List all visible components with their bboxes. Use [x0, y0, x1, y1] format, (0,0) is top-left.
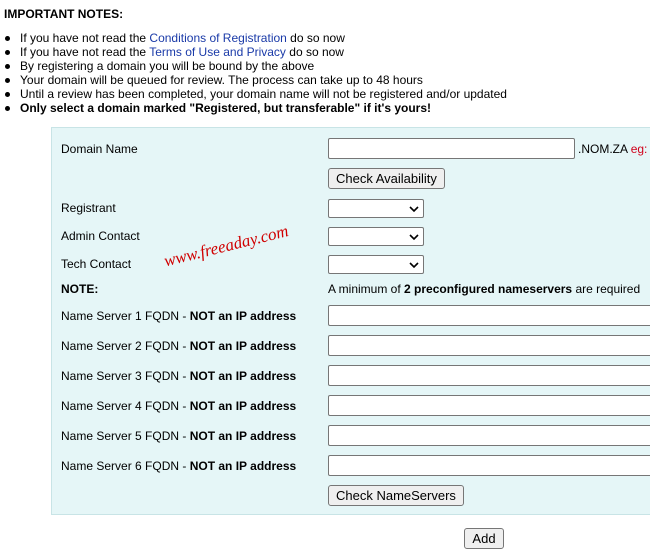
- note-text-bold: 2 preconfigured nameservers: [404, 282, 573, 296]
- nameserver-5-input[interactable]: [328, 425, 650, 446]
- nameserver-5-label: [61, 429, 296, 443]
- note-item: Your domain will be queued for review. The process can take up to 48 hours: [0, 73, 507, 87]
- check-availability-button[interactable]: Check Availability: [328, 168, 445, 189]
- domain-suffix-text: .NOM.ZA: [578, 142, 628, 156]
- chevron-down-icon: [409, 204, 419, 214]
- domain-suffix: [578, 142, 647, 156]
- chevron-down-icon: [409, 232, 419, 242]
- ns-label-prefix: Name Server 2 FQDN -: [61, 339, 190, 353]
- nameserver-2-label: [61, 339, 296, 353]
- ns-label-prefix: Name Server 3 FQDN -: [61, 369, 190, 383]
- tech-contact-select[interactable]: [328, 255, 424, 274]
- notes-list: [0, 31, 507, 115]
- ns-label-warning: NOT an IP address: [189, 309, 297, 323]
- note-text: do so now: [286, 31, 345, 45]
- ns-label-prefix: Name Server 5 FQDN -: [61, 429, 190, 443]
- nameserver-note: [328, 282, 640, 296]
- nameserver-6-input[interactable]: [328, 455, 650, 476]
- ns-label-prefix: Name Server 1 FQDN -: [61, 309, 190, 323]
- tech-contact-label: Tech Contact: [61, 257, 132, 271]
- note-text-pre: A minimum of: [328, 282, 405, 296]
- domain-name-input[interactable]: [328, 138, 575, 159]
- note-text: do so now: [285, 45, 344, 59]
- check-nameservers-button[interactable]: Check NameServers: [328, 485, 464, 506]
- ns-label-warning: NOT an IP address: [189, 429, 297, 443]
- ns-label-prefix: Name Server 6 FQDN -: [61, 459, 190, 473]
- ns-label-warning: NOT an IP address: [189, 369, 297, 383]
- registrant-select[interactable]: [328, 199, 424, 218]
- example-label: eg:: [630, 142, 648, 156]
- note-item-warning: Only select a domain marked "Registered, but transferable" if it's yours!: [0, 101, 507, 115]
- note-text: If you have not read the: [20, 31, 150, 45]
- nameserver-3-input[interactable]: [328, 365, 650, 386]
- note-label: NOTE:: [61, 282, 99, 296]
- note-item: By registering a domain you will be bound by the above: [0, 59, 507, 73]
- add-button[interactable]: Add: [464, 528, 504, 549]
- note-item: [0, 31, 507, 45]
- ns-label-warning: NOT an IP address: [189, 459, 297, 473]
- admin-contact-label: Admin Contact: [61, 229, 140, 243]
- watermark-text: www.freeaday.com: [162, 221, 291, 271]
- note-item: Until a review has been completed, your domain name will not be registered and/or updated: [0, 87, 507, 101]
- chevron-down-icon: [409, 260, 419, 270]
- registrant-label: Registrant: [61, 201, 116, 215]
- terms-link[interactable]: Terms of Use and Privacy: [149, 45, 286, 59]
- nameserver-6-label: [61, 459, 296, 473]
- nameserver-2-input[interactable]: [328, 335, 650, 356]
- nameserver-1-label: [61, 309, 296, 323]
- notes-title: IMPORTANT NOTES:: [4, 7, 124, 21]
- note-text-post: are required: [572, 282, 641, 296]
- admin-contact-select[interactable]: [328, 227, 424, 246]
- nameserver-3-label: [61, 369, 296, 383]
- conditions-link[interactable]: Conditions of Registration: [149, 31, 287, 45]
- nameserver-4-input[interactable]: [328, 395, 650, 416]
- nameserver-4-label: [61, 399, 296, 413]
- ns-label-warning: NOT an IP address: [189, 339, 297, 353]
- nameserver-1-input[interactable]: [328, 305, 650, 326]
- domain-name-label: Domain Name: [61, 142, 138, 156]
- ns-label-prefix: Name Server 4 FQDN -: [61, 399, 190, 413]
- ns-label-warning: NOT an IP address: [189, 399, 297, 413]
- note-text: If you have not read the: [20, 45, 150, 59]
- note-item: [0, 45, 507, 59]
